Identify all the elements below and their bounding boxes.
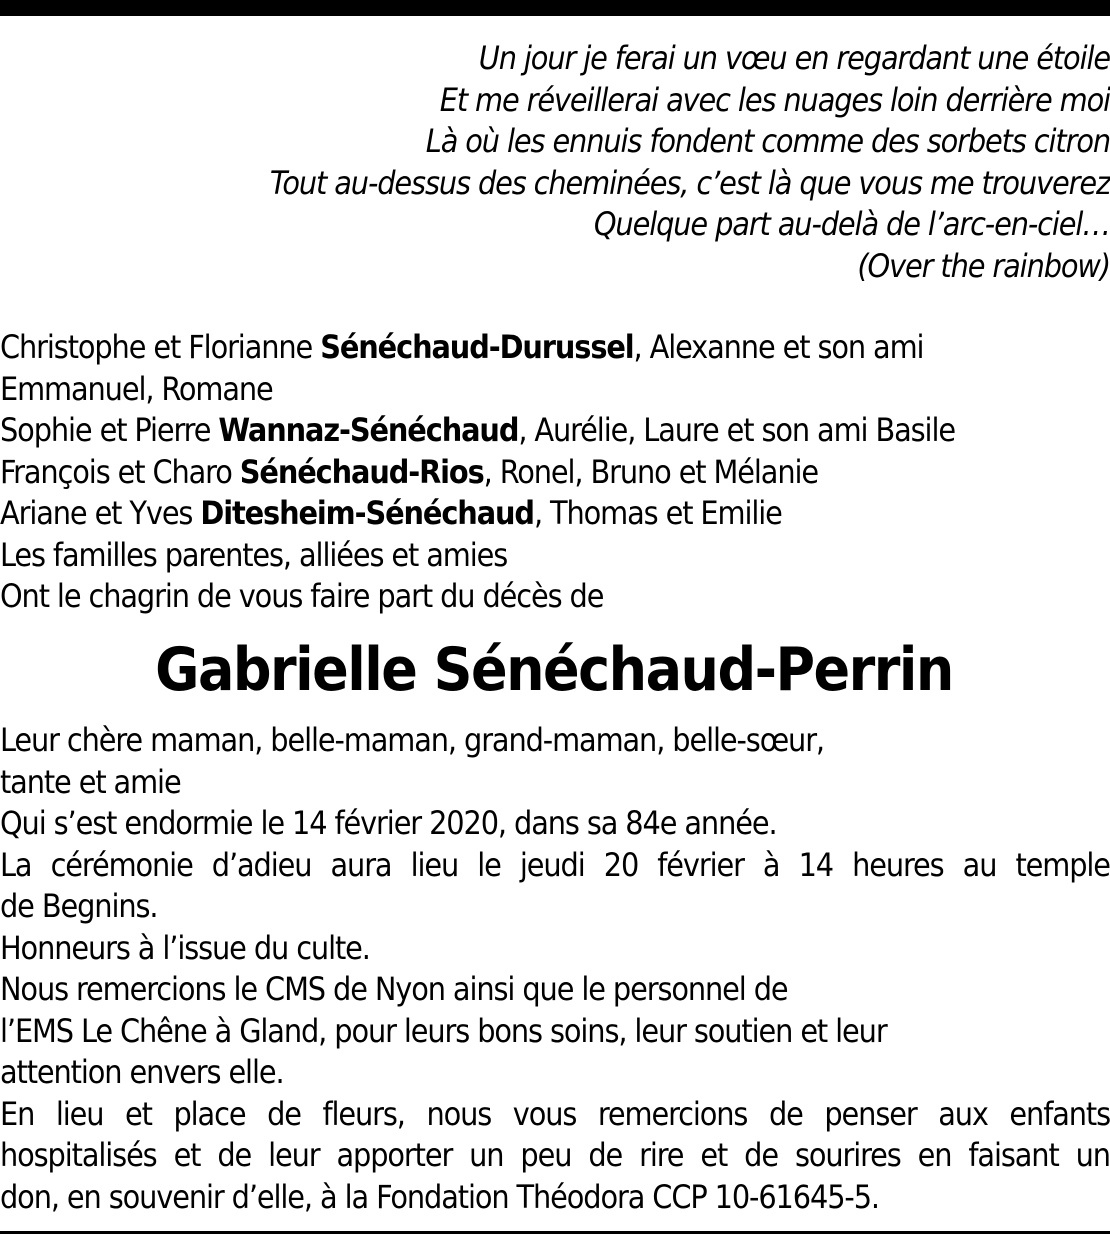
word: et [173,1136,201,1174]
bottom-border-rule [0,1231,1110,1234]
word: le [477,845,501,884]
body-line: Leur chère maman, belle-maman, grand-maman, belle-sœur, [0,721,824,759]
family-surname: Sénéchaud-Rios [239,452,484,491]
family-line [0,493,1110,535]
family-surname: Wannaz-Sénéchaud [218,411,519,449]
family-text: Christophe et Florianne [0,328,321,366]
family-text: Ariane et Yves [0,494,201,532]
word: apporter [336,1136,453,1174]
poem-line: Et me réveillerai avec les nuages loin derrière moi [439,80,1110,119]
word: penser [824,1094,917,1133]
family-text: , Alexanne et son ami [633,328,924,366]
family-surname: Ditesheim-Sénéchaud [200,494,534,532]
word: La [0,845,32,884]
word: sourires [794,1136,901,1174]
word: vous [512,1094,577,1133]
word: peu [520,1136,572,1174]
word: jeudi [519,845,585,884]
word: fleurs, [322,1094,405,1133]
family-line [0,327,1110,369]
word: d’adieu [211,845,312,884]
word: faisant [968,1136,1059,1174]
body-line: tante et amie [0,762,181,801]
poem-epigraph [0,38,1110,287]
family-list [0,327,1110,618]
word: En [0,1094,35,1133]
word: de [768,1094,803,1133]
body-line-justified [0,1135,1110,1177]
word: cérémonie [50,845,193,884]
family-text: , Thomas et Emilie [533,494,782,532]
body-line-justified [0,1094,1110,1136]
body-line: de Begnins. [0,887,158,925]
family-text: , Aurélie, Laure et son ami Basile [518,411,955,449]
word: remercions [597,1094,748,1133]
word: leur [268,1136,320,1174]
word: hospitalisés [0,1136,157,1174]
word: rire [639,1136,684,1174]
family-line [0,452,1110,494]
word: de [588,1136,623,1174]
poem-line: Quelque part au-delà de l’arc-en-ciel… [593,205,1110,243]
word: enfants [1009,1094,1110,1133]
body-line: l’EMS Le Chêne à Gland, pour leurs bons soins, leur soutien et leur [0,1011,887,1050]
family-line: Les familles parentes, alliées et amies [0,535,508,574]
body-line: don, en souvenir d’elle, à la Fondation Théodora CCP 10-61645-5. [0,1177,879,1216]
word: de [267,1094,301,1133]
word: nous [426,1094,492,1133]
word: et [125,1094,152,1133]
word: un [1075,1136,1110,1174]
top-border-rule [0,0,1110,16]
body-line: Honneurs à l’issue du culte. [0,928,370,967]
word: en [917,1136,952,1174]
word: à [762,845,780,884]
word: aura [330,845,392,884]
poem-line: (Over the rainbow) [857,246,1110,285]
body-line: attention envers elle. [0,1053,284,1091]
word: et [700,1136,728,1174]
body-line: Qui s’est endormie le 14 février 2020, dans sa 84e année. [0,804,777,842]
word: place [173,1094,246,1133]
word: 20 [603,845,639,884]
family-line: Ont le chagrin de vous faire part du décès de [0,577,604,615]
word: de [217,1136,252,1174]
family-text: François et Charo [0,452,240,491]
body-line-justified [0,845,1110,887]
word: temple [1015,845,1110,884]
family-text: Sophie et Pierre [0,411,219,449]
word: heures [852,845,944,884]
word: février [657,845,744,884]
deceased-name: Gabrielle Sénéchaud-Perrin [155,635,953,705]
poem-line: Un jour je ferai un vœu en regardant une étoile [478,39,1110,77]
word: au [962,845,997,884]
word: lieu [410,845,459,884]
word: aux [938,1094,988,1133]
family-surname: Sénéchaud-Durussel [320,328,634,366]
word: 14 [798,845,833,884]
body-line: Nous remercions le CMS de Nyon ainsi que le personnel de [0,970,788,1008]
notice-body [0,720,1110,1218]
poem-line: Tout au-dessus des cheminées, c’est là que vous me trouverez [269,163,1110,202]
word: de [744,1136,778,1174]
family-text: , Ronel, Bruno et Mélanie [483,452,819,491]
family-line [0,410,1110,452]
poem-line: Là où les ennuis fondent comme des sorbets citron [425,122,1110,160]
word: lieu [55,1094,104,1133]
family-line: Emmanuel, Romane [0,369,273,408]
word: un [469,1136,504,1174]
